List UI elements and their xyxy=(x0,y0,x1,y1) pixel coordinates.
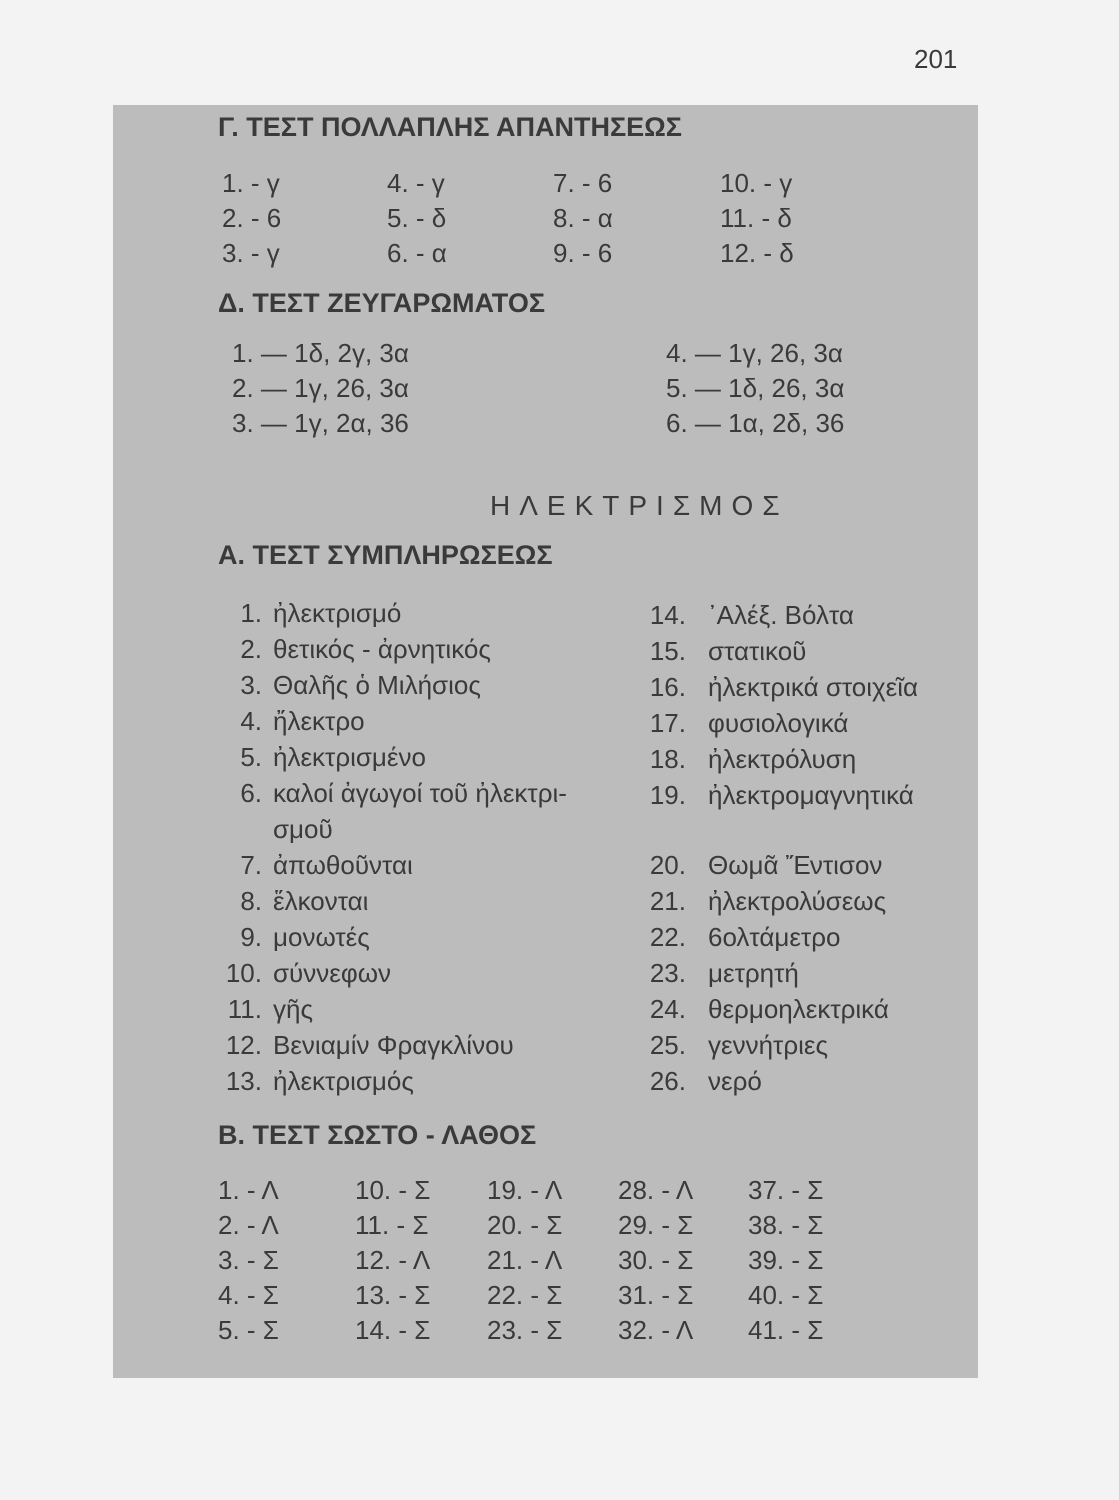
answer-text: στατικοῦ xyxy=(708,636,807,666)
answer-item: 6. - α xyxy=(387,238,447,268)
answer-text: σμοῦ xyxy=(273,814,333,844)
section-heading: Δ. ΤΕΣΤ ΖΕΥΓΑΡΩΜΑΤΟΣ xyxy=(218,288,546,318)
answer-item: 4. - Σ xyxy=(218,1280,279,1310)
answer-text: ἠλεκτρισμό xyxy=(273,598,402,628)
section-heading: Α. ΤΕΣΤ ΣΥΜΠΛΗΡΩΣΕΩΣ xyxy=(218,540,553,570)
answer-text: γεννήτριες xyxy=(708,1030,829,1060)
item-number: 5. xyxy=(240,742,262,772)
answer-item: 10. - Σ xyxy=(355,1175,431,1205)
answer-text: ἠλεκτρισμένο xyxy=(273,742,426,772)
answer-item: 4. — 1γ, 26, 3α xyxy=(666,338,843,368)
answer-item: 30. - Σ xyxy=(618,1245,694,1275)
item-number: 7. xyxy=(240,850,262,880)
answer-item: 11. - Σ xyxy=(355,1210,429,1240)
answer-item: 29. - Σ xyxy=(618,1210,694,1240)
item-number: 8. xyxy=(240,886,262,916)
answer-item: 37. - Σ xyxy=(748,1175,824,1205)
answer-item: 2. - Λ xyxy=(218,1210,279,1240)
answer-text: ἠλεκτρόλυση xyxy=(708,744,857,774)
answer-item: 9. - 6 xyxy=(553,238,613,268)
answer-item: 11. - δ xyxy=(720,203,792,233)
item-number: 13. xyxy=(225,1066,262,1096)
answer-text: γῆς xyxy=(273,994,313,1024)
answer-text: σύννεφων xyxy=(273,958,392,988)
answer-item: 3. - Σ xyxy=(218,1245,279,1275)
answer-item: 4. - γ xyxy=(387,168,445,198)
item-number: 10. xyxy=(225,958,262,988)
item-number: 14. xyxy=(649,600,686,630)
answer-item: 1. - γ xyxy=(222,168,280,198)
answer-text: φυσιολογικά xyxy=(708,708,849,738)
answer-item: 38. - Σ xyxy=(748,1210,824,1240)
answer-item: 5. - δ xyxy=(387,203,447,233)
answer-text: ἠλεκτρομαγνητικά xyxy=(708,780,914,810)
answer-text: ἕλκονται xyxy=(273,886,369,916)
answer-text: Θωμᾶ Ἔντισον xyxy=(708,850,883,880)
answer-item: 3. — 1γ, 2α, 36 xyxy=(232,408,409,438)
answer-text: θετικός - ἀρνητικός xyxy=(273,634,491,664)
answer-item: 7. - 6 xyxy=(553,168,613,198)
item-number: 15. xyxy=(649,636,686,666)
answer-text: ἠλεκτρικά στοιχεῖα xyxy=(708,672,919,702)
answer-item: 5. - Σ xyxy=(218,1315,279,1345)
section-heading: Γ. ΤΕΣΤ ΠΟΛΛΑΠΛΗΣ ΑΠΑΝΤΗΣΕΩΣ xyxy=(218,112,683,142)
answer-text: μετρητή xyxy=(708,958,799,988)
answer-text: μονωτές xyxy=(273,922,370,952)
item-number: 3. xyxy=(240,670,262,700)
answer-item: 19. - Λ xyxy=(487,1175,563,1205)
item-number: 20. xyxy=(649,850,686,880)
item-number: 18. xyxy=(649,744,686,774)
answer-item: 8. - α xyxy=(553,203,613,233)
item-number: 22. xyxy=(649,922,686,952)
page-number: 201 xyxy=(914,44,958,74)
answer-item: 2. — 1γ, 26, 3α xyxy=(232,373,409,403)
answer-text: Βενιαμίν Φραγκλίνου xyxy=(273,1030,514,1060)
item-number: 12. xyxy=(225,1030,262,1060)
item-number: 19. xyxy=(649,780,686,810)
answer-text: ἠλεκτρισμός xyxy=(273,1066,414,1096)
item-number: 6. xyxy=(240,778,262,808)
answer-text: 6ολτάμετρο xyxy=(708,922,841,952)
answer-item: 14. - Σ xyxy=(355,1315,431,1345)
answer-text: ἀπωθοῦνται xyxy=(273,850,413,880)
item-number: 26. xyxy=(649,1066,686,1096)
item-number: 2. xyxy=(240,634,262,664)
item-number: 1. xyxy=(240,598,262,628)
answer-item: 6. — 1α, 2δ, 36 xyxy=(666,408,845,438)
answer-text: ἤλεκτρο xyxy=(273,706,365,736)
answer-item: 12. - δ xyxy=(720,238,794,268)
answer-item: 20. - Σ xyxy=(487,1210,563,1240)
answer-item: 13. - Σ xyxy=(355,1280,431,1310)
answer-item: 12. - Λ xyxy=(355,1245,431,1275)
answer-item: 1. - Λ xyxy=(218,1175,279,1205)
answer-text: Θαλῆς ὁ Μιλήσιος xyxy=(273,670,481,700)
item-number: 23. xyxy=(649,958,686,988)
item-number: 4. xyxy=(240,706,262,736)
item-number: 16. xyxy=(649,672,686,702)
answer-text: καλοί ἀγωγοί τοῦ ἠλεκτρι- xyxy=(273,778,567,808)
answer-text: ᾽Αλέξ. Βόλτα xyxy=(708,600,854,630)
item-number: 24. xyxy=(649,994,686,1024)
chapter-title: ΗΛΕΚΤΡΙΣΜΟΣ xyxy=(490,490,789,521)
item-number: 9. xyxy=(240,922,262,952)
answer-item: 3. - γ xyxy=(222,238,280,268)
answer-item: 41. - Σ xyxy=(748,1315,824,1345)
item-number: 11. xyxy=(227,994,262,1024)
answer-item: 32. - Λ xyxy=(618,1315,694,1345)
answer-item: 31. - Σ xyxy=(618,1280,694,1310)
item-number: 21. xyxy=(649,886,686,916)
answer-text: ἠλεκτρολύσεως xyxy=(708,886,887,916)
answer-item: 39. - Σ xyxy=(748,1245,824,1275)
answer-item: 22. - Σ xyxy=(487,1280,563,1310)
item-number: 17. xyxy=(649,708,686,738)
answer-item: 21. - Λ xyxy=(487,1245,563,1275)
answer-item: 10. - γ xyxy=(720,168,793,198)
answer-item: 40. - Σ xyxy=(748,1280,824,1310)
answer-item: 1. — 1δ, 2γ, 3α xyxy=(232,338,409,368)
answer-text: θερμοηλεκτρικά xyxy=(708,994,889,1024)
answer-item: 5. — 1δ, 26, 3α xyxy=(666,373,845,403)
item-number: 25. xyxy=(649,1030,686,1060)
answer-item: 2. - 6 xyxy=(222,203,282,233)
answer-text: νερό xyxy=(708,1066,762,1096)
answer-item: 28. - Λ xyxy=(618,1175,694,1205)
section-heading: Β. ΤΕΣΤ ΣΩΣΤΟ - ΛΑΘΟΣ xyxy=(218,1120,537,1150)
answer-item: 23. - Σ xyxy=(487,1315,563,1345)
